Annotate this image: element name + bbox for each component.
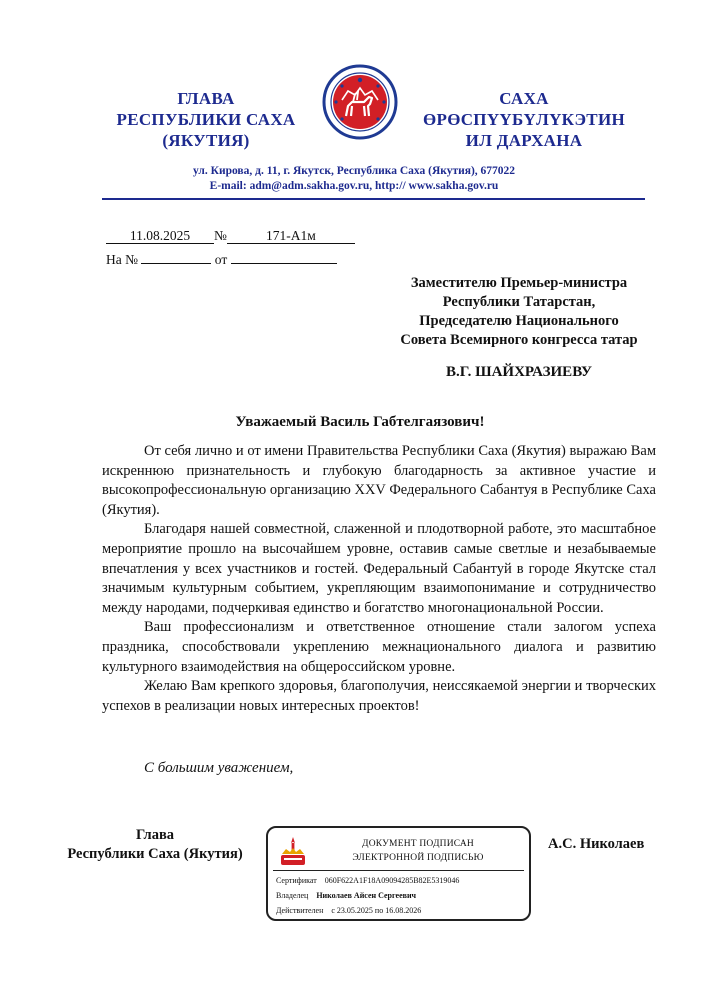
stamp-certificate-row	[276, 876, 459, 885]
addressee-name: В.Г. ШАЙХРАЗИЕВУ	[445, 364, 592, 380]
letterhead-ru-line: ГЛАВА	[177, 89, 235, 108]
registration-date: 11.08.2025	[106, 228, 214, 244]
stamp-divider	[273, 870, 524, 871]
letterhead-address	[80, 164, 628, 194]
validity-label: Действителен	[276, 906, 324, 915]
letterhead-sakha-line: ИЛ ДАРХАНА	[465, 131, 583, 150]
stamp-emblem-icon	[278, 834, 308, 868]
electronic-signature-stamp	[266, 826, 531, 921]
addressee-line: Заместителю Премьер-министра	[410, 275, 628, 291]
letterhead-ru-line: РЕСПУБЛИКИ САХА	[116, 110, 296, 129]
letterhead-title-sakha	[414, 88, 634, 151]
signatory-title-line: Глава	[135, 827, 175, 843]
owner-label: Владелец	[276, 891, 309, 900]
from-label: от	[214, 252, 228, 267]
letterhead-title-ru	[96, 88, 316, 151]
certificate-value: 060F622A1F18A09094285B82E5319046	[324, 876, 460, 885]
validity-value: с 23.05.2025 по 16.08.2026	[331, 906, 422, 915]
letterhead-ru-line: (ЯКУТИЯ)	[162, 131, 250, 150]
stamp-owner-row	[276, 891, 416, 900]
body-paragraph: От себя лично и от имени Правительства Республики Саха (Якутия) выражаю Вам искреннюю признательность и глубокую благодарность за активное участие и высокопрофессиональную организацию XXV Федерального Сабантуя в Республике Саха (Якутия).	[102, 443, 656, 518]
postal-address: ул. Кирова, д. 11, г. Якутск, Республика Саха (Якутия), 677022	[192, 165, 516, 177]
registration-number: 171-А1м	[227, 228, 355, 244]
number-label: №	[214, 228, 227, 243]
signatory-title-line: Республики Саха (Якутия)	[67, 846, 243, 862]
addressee-line: Совета Всемирного конгресса татар	[400, 332, 638, 348]
reference-line	[106, 248, 337, 268]
owner-value: Николаев Айсен Сергеевич	[316, 891, 417, 900]
body-paragraph: Благодаря нашей совместной, слаженной и плодотворной работе, это масштабное мероприятие прошло на высочайшем уровне, оставив самые светлые и незабываемые впечатления у всех участников и гостей. Федеральный Сабантуй в городе Якутске стал значимым культурным событием, укрепляющим взаимопонимание и сотрудничество между народами, подчеркивая единство и богатство многонациональной России.	[102, 521, 656, 616]
letterhead-sakha-line: ӨРӨСПҮҮБҮЛҮКЭТИН	[423, 110, 625, 129]
signatory-name: А.С. Николаев	[548, 836, 645, 852]
coat-of-arms-emblem	[322, 64, 398, 140]
stamp-header-line: ДОКУМЕНТ ПОДПИСАН	[362, 839, 474, 849]
certificate-label: Сертификат	[276, 876, 317, 885]
addressee-line: Председателю Национального	[419, 313, 619, 329]
salutation: Уважаемый Василь Габтелгаязович!	[235, 414, 485, 430]
stamp-header-line: ЭЛЕКТРОННОЙ ПОДПИСЬЮ	[352, 853, 484, 863]
contact-line: E-mail: adm@adm.sakha.gov.ru, http:// www.sakha.gov.ru	[209, 180, 499, 192]
stamp-validity-row	[276, 906, 421, 915]
ref-number-blank	[141, 248, 211, 264]
addressee-line: Республики Татарстан,	[442, 294, 596, 310]
letter-body	[102, 442, 656, 716]
addressee-block	[360, 274, 678, 350]
signatory-title	[52, 826, 258, 864]
ref-label: На №	[106, 252, 138, 267]
body-paragraph: Ваш профессионализм и ответственное отношение стали залогом успеха праздника, способствовали укреплению межнационального диалога и развитию культурного взаимодействия на общероссийском уровне.	[102, 619, 656, 675]
ref-date-blank	[231, 248, 337, 264]
letterhead-sakha-line: САХА	[499, 89, 549, 108]
body-paragraph: Желаю Вам крепкого здоровья, благополучия, неиссякаемой энергии и творческих успехов в реализации новых интересных проектов!	[102, 678, 656, 714]
registration-line	[106, 228, 355, 244]
closing-phrase: С большим уважением,	[144, 760, 294, 776]
stamp-header	[318, 837, 518, 865]
letterhead-divider	[102, 198, 645, 200]
